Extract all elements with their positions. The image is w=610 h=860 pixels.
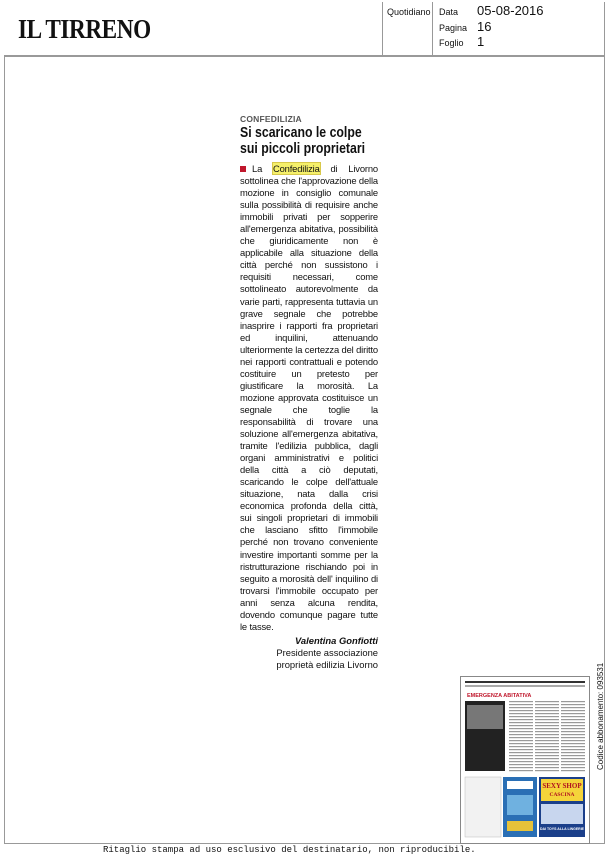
footer-disclaimer: Ritaglio stampa ad uso esclusivo del destinatario, non riproducibile.	[103, 845, 476, 855]
masthead-logo: IL TIRRENO	[18, 14, 151, 44]
meta-value-page: 16	[477, 19, 492, 34]
page-thumbnail-drawing	[461, 677, 589, 843]
thumbnail-banner: EMERGENZA ABITATIVA	[467, 693, 532, 699]
article-body-text: di Livorno sottolinea che l'approvazione della mozione in consiglio comunale sulla possibilità di requisire anche immobili privati per sopperire all'emergenza abitativa, possibilità che giuridicamente non è applicabile alla situazione della città perché non sussistono i requisiti necessari, come sottolineato autorevolmente da varie parti, rappresenta tuttavia un grave segnale che potrebbe inasprire i rapporti fra proprietari ed inquilini, attenuando ulteriormente la certezza del diritto nei rapporti contrattuali e potendo costituire un pretesto per giustificare la morosità. La mozione approvata costituisce un segnale che toglie la responsabilità di trovare una soluzione all'emergenza abitativa, tramite l'edilizia pubblica, dagli organi amministrativi e politici della città a ciò deputati, scaricando le colpe dell'attuale situazione, nata dalla crisi economica profonda della città, sui singoli proprietari di immobili che lasciano sfitto l'immobile perché non trovano conveniente investire importanti somme per la ristrutturazione rischiando poi in seguito a morosità dell' inquilino di trovarsi l'immobile occupato per anni senza alcuna rendita, dovendo comunque pagare tutte le tasse.	[240, 163, 378, 632]
signature-role: proprietà edilizia Livorno	[276, 658, 378, 670]
highlighted-term: Confedilizia	[272, 163, 320, 174]
meta-label-date: Data	[439, 7, 459, 17]
meta-label-sheet: Foglio	[439, 38, 464, 48]
thumbnail-ad-tagline: DAI TOYS ALLA LINGERIE	[539, 827, 585, 831]
page-thumbnail	[460, 676, 590, 844]
article-body	[240, 163, 378, 633]
article-kicker: CONFEDILIZIA	[240, 114, 302, 124]
subscription-code: Codice abbonamento: 093531	[596, 662, 605, 770]
signature	[240, 635, 378, 671]
lead-word: La	[252, 163, 263, 174]
thumbnail-ad-title: SEXY SHOP	[542, 782, 582, 790]
meta-value-sheet: 1	[477, 34, 485, 49]
bullet-square-icon	[240, 166, 246, 172]
signature-role: Presidente associazione	[276, 646, 378, 658]
headline-line: Si scaricano le colpe	[240, 124, 362, 141]
signature-name: Valentina Gonfiotti	[295, 634, 378, 646]
meta-value-date: 05-08-2016	[477, 3, 544, 18]
thumbnail-ad-subtitle: CASCINA	[549, 792, 575, 798]
article-headline	[240, 125, 379, 157]
header-separator	[382, 2, 383, 56]
headline-line: sui piccoli proprietari	[240, 140, 366, 157]
meta-label-page: Pagina	[439, 23, 468, 33]
publication-type: Quotidiano	[387, 7, 431, 17]
article	[240, 114, 378, 671]
header-separator	[432, 2, 433, 56]
header-separator	[604, 2, 605, 56]
